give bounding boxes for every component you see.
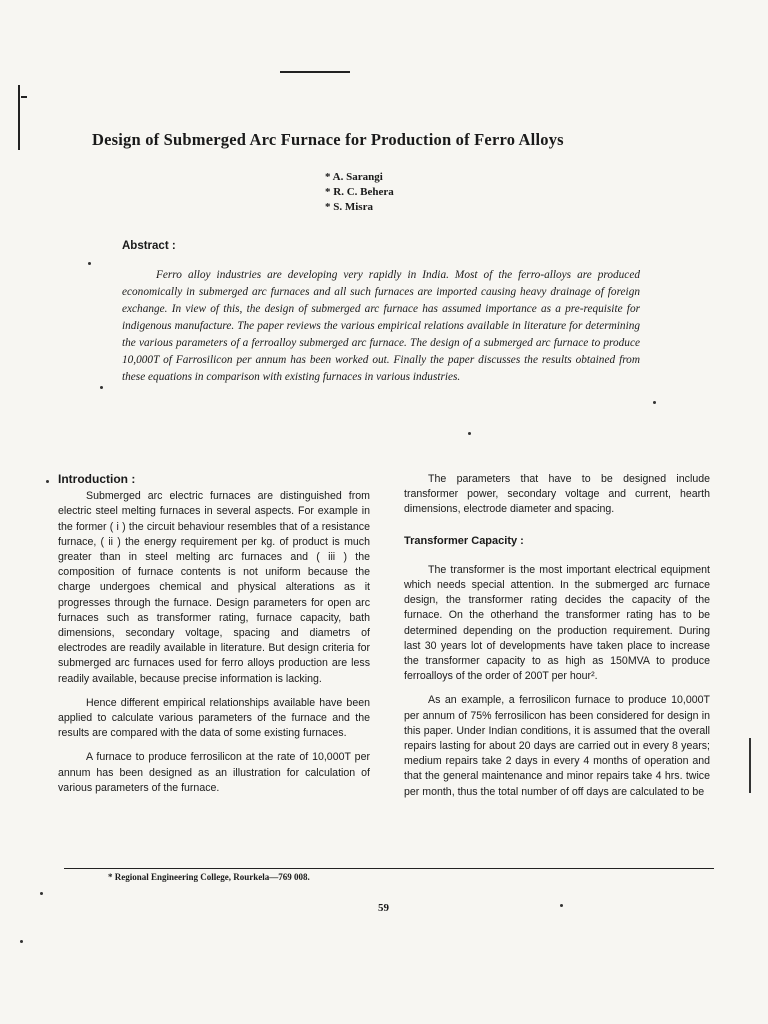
introduction-paragraph: A furnace to produce ferrosilicon at the rate of 10,000T per annum has been designed as an illustration for calculation of various parameters of the furnace. <box>58 751 370 794</box>
footnote-affiliation: * Regional Engineering College, Rourkela—769 008. <box>108 872 310 882</box>
scan-speck <box>653 401 656 404</box>
left-column <box>58 472 370 805</box>
scan-speck <box>468 432 471 435</box>
transformer-capacity-heading: Transformer Capacity : <box>404 534 524 547</box>
transformer-paragraph: As an example, a ferrosilicon furnace to produce 10,000T per annum of 75% ferrosilicon has been considered for design in this paper. Under Indian conditions, it is assumed that the overall repairs lasting for about 20 days are carried out in every 8 years; medium repairs take 2 days in every 4 months of operation and that the general maintenance and minor repairs take 4 hrs. twice per month, thus the total number of off days are calculated to be <box>404 694 710 798</box>
scan-speck <box>46 480 49 483</box>
header-rule <box>280 71 350 73</box>
introduction-paragraph: Hence different empirical relationships available have been applied to calculate various parameters of the furnace and the results are compared with the data of some existing furnaces. <box>58 696 370 740</box>
parameters-paragraph: The parameters that have to be designed include transformer power, secondary voltage and current, hearth dimensions, electrode diameter and spacing. <box>404 473 710 516</box>
transformer-paragraph: The transformer is the most important electrical equipment which needs special attention. In the submerged arc furnace design, the transformer rating decides the capacity of the furnace. On the otherhand the transformer rating has to be determined depending on the production requirement. During last 30 years lot of developments have taken place to increase the transformer capacity to as high as 150MVA to produce ferroalloys of the order of 200T per hour². <box>404 563 710 683</box>
margin-mark-tick <box>21 96 27 98</box>
abstract-text: Ferro alloy industries are developing very rapidly in India. Most of the ferro-alloys are produced economically in submerged arc furnaces and all such furnaces are imported causing heavy drainage of foreign exchange. In view of this, the design of submerged arc furnace has assumed importance as a pre-requisite for indigenous manufacture. The paper reviews the various empirical relations available in literature for determining the various parameters of a ferroalloy submerged arc furnace. The design of a submerged arc furnace to produce 10,000T of Farrosilicon per annum has been worked out. Finally the paper discusses the results obtained from these equations in comparison with existing furnaces in various industries. <box>122 269 640 383</box>
author: * A. Sarangi <box>325 170 394 185</box>
author-list <box>325 170 394 215</box>
introduction-heading: Introduction : <box>58 472 136 486</box>
scan-speck <box>100 386 103 389</box>
page-number: 59 <box>378 902 389 914</box>
scan-speck <box>40 892 43 895</box>
margin-mark <box>18 85 20 150</box>
right-column <box>404 472 710 809</box>
footnote-rule <box>64 868 714 869</box>
abstract-heading: Abstract : <box>122 240 176 252</box>
scan-speck <box>88 262 91 265</box>
introduction-paragraph: Submerged arc electric furnaces are distinguished from electric steel melting furnaces in several aspects. For example in the former ( i ) the circuit behaviour resembles that of a resistance furnace, ( ii ) the energy requirement per kg. of product is much greater than in steel melting arc furnaces and ( iii ) the composition of furnace contents is not uniform because the charge undergoes chemical and physical alterations as it progresses through the furnace. Design parameters for open arc furnaces such as transformer rating, furnace capacity, bath dimensions, secondary voltage, spacing and diametrs of electrodes are readily available in literature. But design criteria for submerged arc furnaces used for ferro alloys production are less readily available, because precise information is lacking. <box>58 490 370 685</box>
scan-speck <box>20 940 23 943</box>
paper-title: Design of Submerged Arc Furnace for Production of Ferro Alloys <box>92 130 564 149</box>
author: * R. C. Behera <box>325 185 394 200</box>
margin-mark-right <box>749 738 751 793</box>
author: * S. Misra <box>325 200 394 215</box>
scan-speck <box>560 904 563 907</box>
